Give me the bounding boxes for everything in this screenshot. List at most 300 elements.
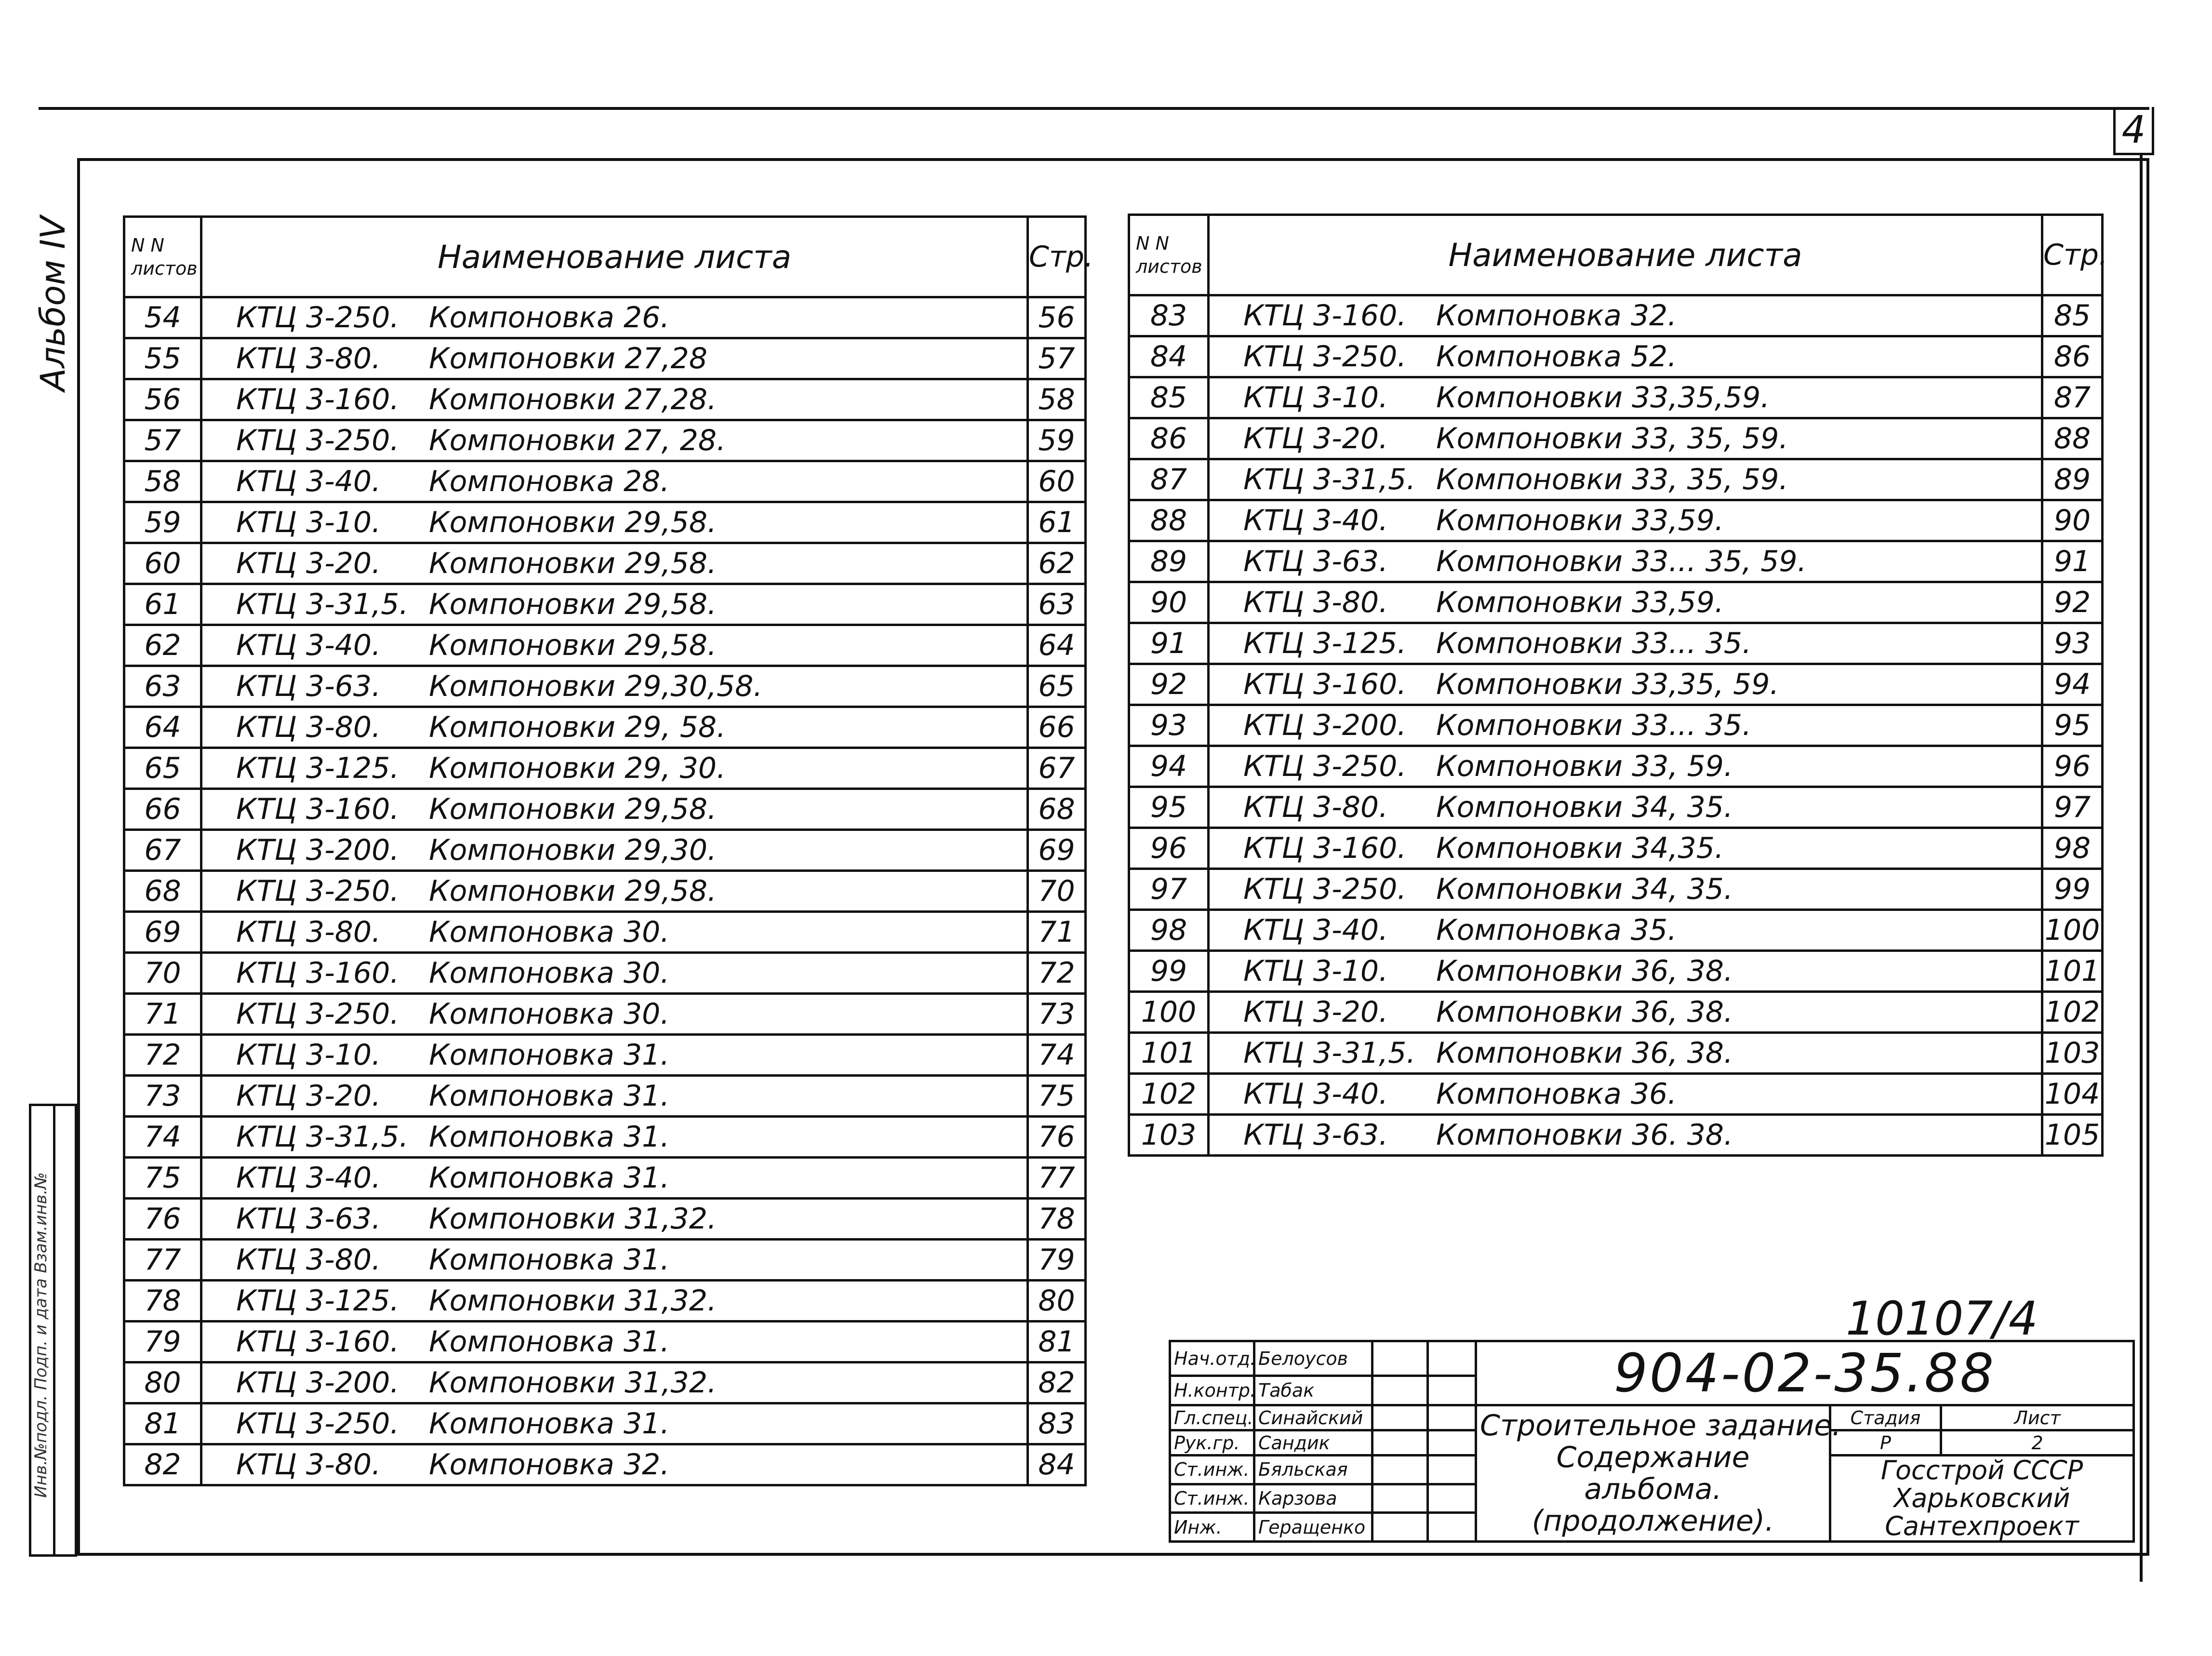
page-ref: 89 [2042,459,2103,500]
sheet-number: 84 [1129,336,1209,377]
sheet-name: Компоновка 52. [1436,340,1677,374]
sheet-title [1209,869,2042,910]
sheet-number: 58 [124,461,201,502]
sheet-code: КТЦ 3-10. [1243,954,1388,988]
signer-name: Синайский [1254,1405,1373,1430]
page-ref: 80 [1028,1281,1086,1322]
sheet-title [201,625,1028,666]
sheet-name: Компоновки 29,30,58. [429,669,763,703]
sheet-name: Компоновка 31. [429,1243,670,1277]
sheet-name: Компоновка 36. [1436,1077,1677,1111]
top-rule [39,107,2149,110]
sheet-title [1209,787,2042,828]
page-header: Стр. [1028,217,1086,297]
stage-label: Стадия [1830,1405,1941,1430]
sheet-title [1209,992,2042,1033]
sheet-number: 74 [124,1117,201,1158]
date-cell [1428,1513,1476,1542]
sheet-name: Компоновка 31. [429,1161,670,1195]
page-ref: 57 [1028,338,1086,379]
signature [1373,1456,1428,1484]
signer-name: Табак [1254,1376,1373,1405]
page-number: 4 [2113,107,2154,155]
sheet-number: 95 [1129,787,1209,828]
signer-role: Нач.отд. [1170,1341,1254,1376]
sheet-number: 57 [124,420,201,461]
sheet-number: 66 [124,789,201,830]
sheet-title [1209,951,2042,992]
sheet-code: КТЦ 3-80. [1243,790,1388,824]
sheet-number: 90 [1129,582,1209,623]
right-frame-edge [2140,155,2143,1582]
page-ref: 70 [1028,871,1086,912]
sheet-name: Компоновки 33,35, 59. [1436,668,1779,701]
date-cell [1428,1405,1476,1430]
page-ref: 79 [1028,1240,1086,1281]
sheet-code: КТЦ 3-63. [1243,1118,1388,1152]
table-row [124,461,1086,502]
sheet-name: Компоновка 35. [1436,913,1677,947]
sheet-name: Компоновки 31,32. [429,1202,717,1236]
sheet-code: КТЦ 3-160. [1243,299,1407,333]
nn-header: N N листов [1129,215,1209,295]
sheet-title [1209,1115,2042,1156]
signature [1373,1484,1428,1513]
sheet-number: 54 [124,297,201,338]
sheet-name: Компоновки 29,58. [429,792,717,826]
sheet-number: 103 [1129,1115,1209,1156]
sheet-title [1209,459,2042,500]
date-cell [1428,1456,1476,1484]
page-ref: 91 [2042,541,2103,582]
sheet-code: КТЦ 3-20. [236,547,381,580]
sheet-number: 73 [124,1076,201,1117]
date-cell [1428,1484,1476,1513]
sheet-number: 94 [1129,746,1209,787]
table-row [1129,664,2103,705]
sheet-code: КТЦ 3-250. [236,997,400,1031]
page-ref: 62 [1028,543,1086,584]
sheet-title [201,584,1028,625]
table-row [1129,459,2103,500]
table-row [1129,746,2103,787]
sheet-value: 2 [1941,1430,2134,1456]
page-ref: 105 [2042,1115,2103,1156]
sheet-code: КТЦ 3-10. [236,1038,381,1072]
sheet-code: КТЦ 3-31,5. [1243,1036,1416,1070]
table-row [124,1158,1086,1199]
sheet-name: Компоновка 30. [429,956,670,990]
sheet-name: Компоновка 31. [429,1325,670,1359]
table-row [124,666,1086,707]
page-ref: 90 [2042,500,2103,541]
sheet-number: 65 [124,748,201,789]
table-row [1129,1074,2103,1115]
table-row [1129,869,2103,910]
table-row [124,625,1086,666]
sheet-code: КТЦ 3-160. [1243,831,1407,865]
sheet-title [201,1035,1028,1076]
sheet-title [1209,295,2042,336]
sheet-code: КТЦ 3-160. [236,792,400,826]
sheet-code: КТЦ 3-31,5. [1243,463,1416,496]
sheet-name: Компоновки 27,28 [429,342,707,375]
sheet-code: КТЦ 3-250. [236,301,400,334]
table-row [124,1281,1086,1322]
description: Строительное задание. Содержание альбома. (продолжение). [1476,1405,1830,1542]
sheet-name: Компоновка 31. [429,1407,670,1441]
sheet-code: КТЦ 3-80. [236,915,381,949]
page-ref: 61 [1028,502,1086,543]
sheet-code: КТЦ 3-250. [1243,340,1407,374]
sheet-number: 88 [1129,500,1209,541]
sheet-code: КТЦ 3-160. [1243,668,1407,701]
table-row [1129,336,2103,377]
sheet-name: Компоновка 32. [429,1448,670,1482]
table-row [1129,377,2103,418]
sheet-code: КТЦ 3-63. [236,1202,381,1236]
sheet-code: КТЦ 3-160. [236,956,400,990]
table-row [124,1035,1086,1076]
sheet-code: КТЦ 3-250. [236,874,400,908]
sheet-code: КТЦ 3-80. [236,342,381,375]
sheet-code: КТЦ 3-20. [1243,422,1388,455]
sheet-code: КТЦ 3-31,5. [236,588,409,621]
sheet-name: Компоновки 34, 35. [1436,872,1733,906]
sheet-code: КТЦ 3-20. [1243,995,1388,1029]
page-ref: 97 [2042,787,2103,828]
sheet-number: 56 [124,379,201,420]
sheet-list-left [123,215,1094,1486]
sheet-code: КТЦ 3-80. [1243,586,1388,619]
sheet-number: 82 [124,1444,201,1485]
table-row [1129,705,2103,746]
table-row [124,1199,1086,1240]
page-ref: 63 [1028,584,1086,625]
sheet-title [1209,664,2042,705]
sheet-title [201,1444,1028,1485]
table-row [124,1322,1086,1362]
sheet-code: КТЦ 3-63. [236,669,381,703]
page-ref: 92 [2042,582,2103,623]
signer-role: Инж. [1170,1513,1254,1542]
sheet-name: Компоновка 31. [429,1079,670,1113]
sheet-title [201,1240,1028,1281]
sheet-number: 55 [124,338,201,379]
sheet-name: Компоновки 34,35. [1436,831,1724,865]
table-row [1129,623,2103,664]
table-row [1129,295,2103,336]
page-ref: 83 [1028,1403,1086,1444]
sheet-title [201,379,1028,420]
table-row [124,1240,1086,1281]
sheet-title [1209,1074,2042,1115]
sheet-title [201,1076,1028,1117]
table-row [124,912,1086,953]
signer-name: Карзова [1254,1484,1373,1513]
sheet-title [201,871,1028,912]
sheet-code: КТЦ 3-160. [236,383,400,416]
sheet-code: КТЦ 3-200. [1243,708,1407,742]
sheet-name: Компоновки 33,35,59. [1436,381,1770,414]
sheet-title [201,1117,1028,1158]
table-row [1129,541,2103,582]
sheet-name: Компоновки 33... 35, 59. [1436,545,1807,578]
sheet-code: КТЦ 3-63. [1243,545,1388,578]
sheet-name: Компоновка 30. [429,915,670,949]
signer-name: Бяльская [1254,1456,1373,1484]
page-ref: 104 [2042,1074,2103,1115]
page-ref: 72 [1028,953,1086,994]
page-ref: 84 [1028,1444,1086,1485]
page-ref: 103 [2042,1033,2103,1074]
page-ref: 94 [2042,664,2103,705]
sheet-number: 62 [124,625,201,666]
page-ref: 64 [1028,625,1086,666]
sheet-number: 75 [124,1158,201,1199]
sheet-title [1209,910,2042,951]
table-row [1129,418,2103,459]
table-row [124,871,1086,912]
table-row [124,748,1086,789]
sheet-code: КТЦ 3-10. [1243,381,1388,414]
sheet-title [201,1322,1028,1362]
table-row [124,953,1086,994]
sheet-title [201,953,1028,994]
sheet-code: КТЦ 3-125. [236,751,400,785]
sheet-number: 93 [1129,705,1209,746]
page-header: Стр. [2042,215,2103,295]
table-row [1129,1033,2103,1074]
sheet-title [201,830,1028,871]
sheet-name: Компоновки 29,58. [429,874,717,908]
table-row [124,1076,1086,1117]
sheet-title [201,789,1028,830]
sheet-title [1209,828,2042,869]
sheet-title [201,1281,1028,1322]
table-row [124,543,1086,584]
sheet-name: Компоновки 33, 59. [1436,749,1733,783]
sheet-number: 78 [124,1281,201,1322]
sheet-title [1209,746,2042,787]
table-row [124,379,1086,420]
sheet-number: 79 [124,1322,201,1362]
sheet-name: Компоновки 33, 35, 59. [1436,463,1788,496]
sheet-number: 70 [124,953,201,994]
page-ref: 86 [2042,336,2103,377]
signer-name: Сандик [1254,1430,1373,1456]
sheet-number: 67 [124,830,201,871]
sheet-name: Компоновки 33,59. [1436,586,1724,619]
table-row [124,1403,1086,1444]
sheet-name: Компоновки 36, 38. [1436,954,1733,988]
sheet-title [201,912,1028,953]
sheet-code: КТЦ 3-40. [236,628,381,662]
sheet-title [201,338,1028,379]
sheet-name: Компоновки 33,59. [1436,504,1724,537]
sheet-code: КТЦ 3-80. [236,710,381,744]
signer-role: Ст.инж. [1170,1456,1254,1484]
page-ref: 85 [2042,295,2103,336]
organization: Госстрой СССР Харьковский Сантехпроект [1830,1456,2134,1542]
sheet-code: КТЦ 3-250. [1243,749,1407,783]
page-ref: 78 [1028,1199,1086,1240]
sheet-code: КТЦ 3-250. [1243,872,1407,906]
sheet-name: Компоновки 29,30. [429,833,717,867]
sheet-number: 61 [124,584,201,625]
table-header [124,217,1086,297]
sheet-name: Компоновки 29,58. [429,506,717,539]
page-ref: 56 [1028,297,1086,338]
table-row [1129,787,2103,828]
page-ref: 65 [1028,666,1086,707]
side-text-label: Инв.№подл. Подп. и дата Взам.инв.№ [31,1172,51,1498]
title-header: Наименование листа [201,217,1028,297]
table-row [124,789,1086,830]
sheet-title [201,707,1028,748]
sheet-number: 81 [124,1403,201,1444]
sheet-code: КТЦ 3-250. [236,424,400,457]
sheet-name: Компоновка 26. [429,301,670,334]
page-ref: 98 [2042,828,2103,869]
page-ref: 71 [1028,912,1086,953]
table-row [124,1444,1086,1485]
sheet-title [1209,500,2042,541]
nn-header: N N листов [124,217,201,297]
sheet-title [1209,623,2042,664]
sheet-title [201,297,1028,338]
table-row [1129,1115,2103,1156]
sheet-name: Компоновки 34, 35. [1436,790,1733,824]
sheet-code: КТЦ 3-10. [236,506,381,539]
sheet-number: 69 [124,912,201,953]
sheet-code: КТЦ 3-40. [1243,913,1388,947]
sheet-number: 77 [124,1240,201,1281]
sheet-title [1209,377,2042,418]
sheet-list-right [1128,214,2108,1157]
sheet-number: 63 [124,666,201,707]
sheet-code: КТЦ 3-80. [236,1243,381,1277]
archive-number: 10107/4 [1846,1292,2038,1346]
sheet-number: 99 [1129,951,1209,992]
sheet-name: Компоновка 28. [429,465,670,498]
sheet-name: Компоновки 27, 28. [429,424,726,457]
sheet-number: 100 [1129,992,1209,1033]
sheet-title [201,994,1028,1035]
sheet-name: Компоновка 31. [429,1038,670,1072]
table-row [1129,828,2103,869]
signer-name: Белоусов [1254,1341,1373,1376]
sheet-title [201,666,1028,707]
page-ref: 99 [2042,869,2103,910]
page-ref: 75 [1028,1076,1086,1117]
sheet-name: Компоновка 32. [1436,299,1677,333]
sheet-name: Компоновки 36. 38. [1436,1118,1733,1152]
signature [1373,1341,1428,1376]
sheet-number: 96 [1129,828,1209,869]
sheet-name: Компоновки 33, 35, 59. [1436,422,1788,455]
sheet-code: КТЦ 3-40. [1243,1077,1388,1111]
sheet-code: КТЦ 3-40. [236,465,381,498]
signer-role: Рук.гр. [1170,1430,1254,1456]
signer-name: Геращенко [1254,1513,1373,1542]
table-row [124,707,1086,748]
sheet-number: 72 [124,1035,201,1076]
sheet-name: Компоновки 36, 38. [1436,995,1733,1029]
page-ref: 58 [1028,379,1086,420]
page-ref: 100 [2042,910,2103,951]
sheet-name: Компоновки 36, 38. [1436,1036,1733,1070]
sheet-code: КТЦ 3-200. [236,1366,400,1400]
sheet-number: 83 [1129,295,1209,336]
table-row [1129,582,2103,623]
sheet-code: КТЦ 3-125. [236,1284,400,1318]
album-label [29,202,77,405]
album-label-text: Альбом IV [33,216,73,391]
table-row [124,420,1086,461]
sheet-number: 68 [124,871,201,912]
sheet-title [201,1403,1028,1444]
sheet-number: 85 [1129,377,1209,418]
date-cell [1428,1376,1476,1405]
page-ref: 87 [2042,377,2103,418]
table-row [124,502,1086,543]
sheet-name: Компоновки 33... 35. [1436,627,1752,660]
sheet-number: 60 [124,543,201,584]
sheet-number: 91 [1129,623,1209,664]
sheet-code: КТЦ 3-40. [1243,504,1388,537]
sheet-name: Компоновки 29, 58. [429,710,726,744]
sheet-name: Компоновки 27,28. [429,383,717,416]
page-ref: 101 [2042,951,2103,992]
page-ref: 60 [1028,461,1086,502]
sheet-title [1209,418,2042,459]
date-cell [1428,1430,1476,1456]
sheet-title [201,461,1028,502]
sheet-name: Компоновки 33... 35. [1436,708,1752,742]
sheet-title [201,1362,1028,1403]
sheet-title [201,1158,1028,1199]
table-row [124,584,1086,625]
sheet-name: Компоновки 29, 30. [429,751,726,785]
table-row [124,338,1086,379]
page-ref: 73 [1028,994,1086,1035]
sheet-name: Компоновки 29,58. [429,588,717,621]
sheet-code: КТЦ 3-200. [236,833,400,867]
table-row [124,1362,1086,1403]
page-ref: 81 [1028,1322,1086,1362]
table-row [1129,500,2103,541]
page-ref: 68 [1028,789,1086,830]
table-row [124,297,1086,338]
sheet-title [1209,541,2042,582]
page-ref: 74 [1028,1035,1086,1076]
sheet-title [201,502,1028,543]
sheet-number: 102 [1129,1074,1209,1115]
sheet-number: 97 [1129,869,1209,910]
sheet-code: КТЦ 3-80. [236,1448,381,1482]
sheet-name: Компоновки 31,32. [429,1366,717,1400]
page-ref: 95 [2042,705,2103,746]
sheet-code: КТЦ 3-31,5. [236,1120,409,1154]
page-ref: 59 [1028,420,1086,461]
page-ref: 77 [1028,1158,1086,1199]
left-rows [124,297,1086,1485]
sheet-number: 87 [1129,459,1209,500]
sheet-code: КТЦ 3-250. [236,1407,400,1441]
sheet-name: Компоновки 31,32. [429,1284,717,1318]
table-row [1129,992,2103,1033]
